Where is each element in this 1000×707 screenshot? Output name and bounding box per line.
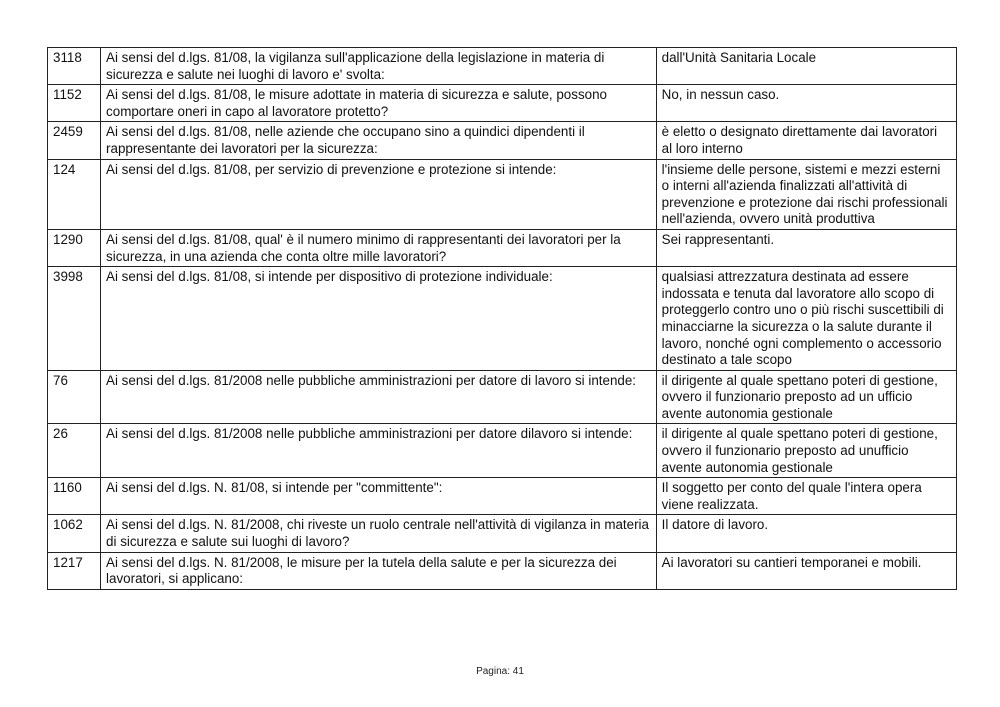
question-id: 1160 bbox=[48, 478, 101, 515]
table-row bbox=[48, 552, 957, 589]
table-row bbox=[48, 229, 957, 266]
question-text: Ai sensi del d.lgs. N. 81/08, si intende per "committente": bbox=[101, 478, 657, 515]
table-row bbox=[48, 122, 957, 159]
question-id: 124 bbox=[48, 159, 101, 229]
answer-text: il dirigente al quale spettano poteri di gestione, ovvero il funzionario preposto ad un ufficio avente autonomia gestionale bbox=[656, 370, 956, 424]
table-row bbox=[48, 370, 957, 424]
question-text: Ai sensi del d.lgs. N. 81/2008, chi riveste un ruolo centrale nell'attività di vigilanza in materia di sicurezza e salute sui luoghi di lavoro? bbox=[101, 515, 657, 552]
question-id: 2459 bbox=[48, 122, 101, 159]
answer-text: l'insieme delle persone, sistemi e mezzi esterni o interni all'azienda finalizzati all'attività di prevenzione e protezione dai rischi professionali nell'azienda, ovvero unità produttiva bbox=[656, 159, 956, 229]
question-id: 1062 bbox=[48, 515, 101, 552]
question-text: Ai sensi del d.lgs. 81/08, la vigilanza sull'applicazione della legislazione in materia di sicurezza e salute nei luoghi di lavoro e' svolta: bbox=[101, 48, 657, 85]
question-id: 3118 bbox=[48, 48, 101, 85]
question-id: 1217 bbox=[48, 552, 101, 589]
answer-text: Il datore di lavoro. bbox=[656, 515, 956, 552]
table-row bbox=[48, 478, 957, 515]
answer-text: è eletto o designato direttamente dai lavoratori al loro interno bbox=[656, 122, 956, 159]
question-id: 76 bbox=[48, 370, 101, 424]
table-row bbox=[48, 159, 957, 229]
question-text: Ai sensi del d.lgs. 81/2008 nelle pubbliche amministrazioni per datore di lavoro si intende: bbox=[101, 370, 657, 424]
answer-text: qualsiasi attrezzatura destinata ad essere indossata e tenuta dal lavoratore allo scopo di proteggerlo contro uno o più rischi suscettibili di minacciarne la sicurezza o la salute durante il lavoro, nonché ogni complemento o accessorio destinato a tale scopo bbox=[656, 267, 956, 371]
question-text: Ai sensi del d.lgs. 81/08, le misure adottate in materia di sicurezza e salute, possono comportare oneri in capo al lavoratore protetto? bbox=[101, 85, 657, 122]
table-row bbox=[48, 85, 957, 122]
table-row bbox=[48, 515, 957, 552]
question-text: Ai sensi del d.lgs. 81/2008 nelle pubbliche amministrazioni per datore dilavoro si intende: bbox=[101, 424, 657, 478]
answer-text: Sei rappresentanti. bbox=[656, 229, 956, 266]
table-row bbox=[48, 424, 957, 478]
answer-text: No, in nessun caso. bbox=[656, 85, 956, 122]
question-id: 1152 bbox=[48, 85, 101, 122]
question-text: Ai sensi del d.lgs. 81/08, si intende per dispositivo di protezione individuale: bbox=[101, 267, 657, 371]
question-id: 1290 bbox=[48, 229, 101, 266]
page-number: Pagina: 41 bbox=[476, 666, 524, 677]
question-id: 26 bbox=[48, 424, 101, 478]
question-text: Ai sensi del d.lgs. N. 81/2008, le misure per la tutela della salute e per la sicurezza dei lavoratori, si applicano: bbox=[101, 552, 657, 589]
answer-text: Ai lavoratori su cantieri temporanei e mobili. bbox=[656, 552, 956, 589]
table-row bbox=[48, 267, 957, 371]
question-text: Ai sensi del d.lgs. 81/08, per servizio di prevenzione e protezione si intende: bbox=[101, 159, 657, 229]
question-text: Ai sensi del d.lgs. 81/08, nelle aziende che occupano sino a quindici dipendenti il rappresentante dei lavoratori per la sicurezza: bbox=[101, 122, 657, 159]
question-table bbox=[47, 47, 957, 590]
question-id: 3998 bbox=[48, 267, 101, 371]
table-row bbox=[48, 48, 957, 85]
answer-text: Il soggetto per conto del quale l'intera opera viene realizzata. bbox=[656, 478, 956, 515]
answer-text: dall'Unità Sanitaria Locale bbox=[656, 48, 956, 85]
question-text: Ai sensi del d.lgs. 81/08, qual' è il numero minimo di rappresentanti dei lavoratori per la sicurezza, in una azienda che conta oltre mille lavoratori? bbox=[101, 229, 657, 266]
question-table-container bbox=[47, 47, 957, 590]
answer-text: il dirigente al quale spettano poteri di gestione, ovvero il funzionario preposto ad unufficio avente autonomia gestionale bbox=[656, 424, 956, 478]
